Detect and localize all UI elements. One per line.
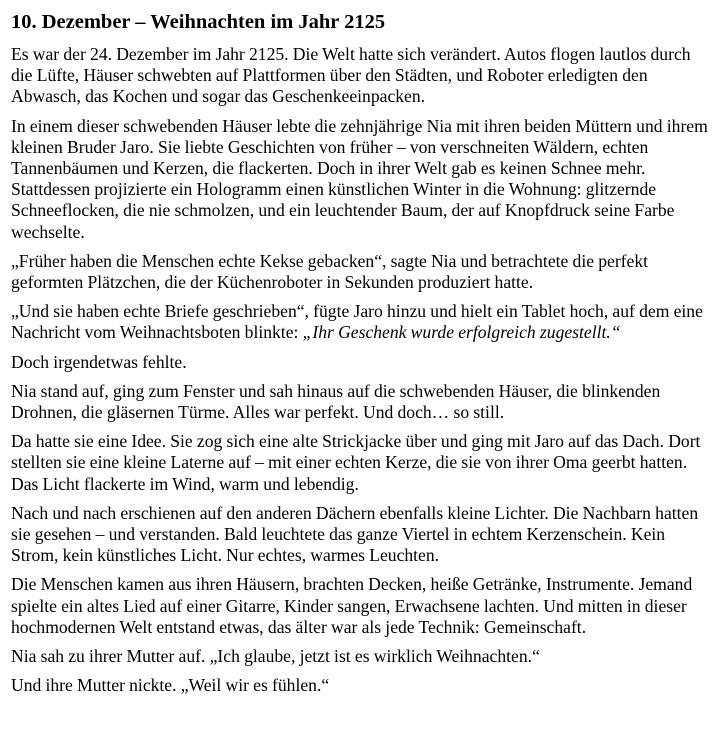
paragraph-4-text: „Und sie haben echte Briefe geschrieben“, fügte Jaro hinzu und hielt ein Tablet hoch, auf dem eine Nachricht vom Weihnachtsboten blinkte:: [11, 301, 703, 343]
paragraph-10: Nia sah zu ihrer Mutter auf. „Ich glaube, jetzt ist es wirklich Weihnachten.“: [11, 646, 540, 667]
paragraph-9: Die Menschen kamen aus ihren Häusern, brachten Decken, heiße Getränke, Instrumente. Jemand spielte ein altes Lied auf einer Gitarre, Kinder sangen, Erwachsene lachten. Und mitten in dieser hochmodernen Welt entstand etwas, das älter war als jede Technik: Gemeinschaft.: [11, 574, 693, 637]
paragraph-5: Doch irgendetwas fehlte.: [11, 351, 187, 372]
paragraph-7: Da hatte sie eine Idee. Sie zog sich eine alte Strickjacke über und ging mit Jaro auf das Dach. Dort stellten sie eine kleine Laterne auf – mit einer echten Kerze, die sie von ihrer Oma geerbt hatten. Das Licht flackerte im Wind, warm und lebendig.: [11, 431, 701, 494]
paragraph-4: [11, 301, 716, 343]
paragraph-2: In einem dieser schwebenden Häuser lebte die zehnjährige Nia mit ihren beiden Müttern und ihrem kleinen Bruder Jaro. Sie liebte Geschichten von früher – von verschneiten Wäldern, echten Tannenbäumen und Kerzen, die flackerten. Doch in ihrer Welt gab es keinen Schnee mehr. Stattdessen projizierte ein Hologramm einen künstlichen Winter in die Wohnung: glitzernde Schneeflocken, die nie schmolzen, und ein leuchtender Baum, der auf Knopfdruck seine Farbe wechselte.: [11, 115, 708, 242]
paragraph-6: Nia stand auf, ging zum Fenster und sah hinaus auf die schwebenden Häuser, die blinkenden Drohnen, die gläsernen Türme. Alles war perfekt. Und doch… so still.: [11, 380, 661, 423]
document-title: 10. Dezember – Weihnachten im Jahr 2125: [11, 11, 386, 33]
paragraph-11: Und ihre Mutter nickte. „Weil wir es fühlen.“: [11, 675, 330, 696]
italic-quote: „Ihr Geschenk wurde erfolgreich zugestellt.“: [302, 322, 621, 343]
paragraph-1: Es war der 24. Dezember im Jahr 2125. Die Welt hatte sich verändert. Autos flogen lautlos durch die Lüfte, Häuser schwebten auf Plattformen über den Städten, und Roboter erledigten den Abwasch, das Kochen und sogar das Geschenkeeinpacken.: [11, 44, 691, 107]
paragraph-3: „Früher haben die Menschen echte Kekse gebacken“, sagte Nia und betrachtete die perfekt geformten Plätzchen, die der Küchenroboter in Sekunden produziert hatte.: [11, 250, 649, 293]
paragraph-8: Nach und nach erschienen auf den anderen Dächern ebenfalls kleine Lichter. Die Nachbarn hatten sie gesehen – und verstanden. Bald leuchtete das ganze Viertel in echtem Kerzenschein. Kein Strom, kein künstliches Licht. Nur echtes, warmes Leuchten.: [11, 502, 699, 566]
